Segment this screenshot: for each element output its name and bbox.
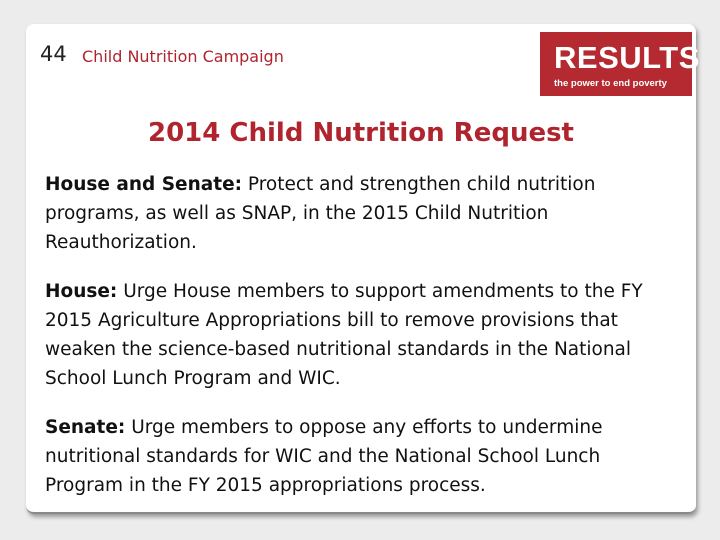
slide-number: 44 xyxy=(40,42,67,66)
paragraph-senate xyxy=(45,413,675,500)
results-logo xyxy=(540,32,700,96)
paragraph-text: Urge House members to support amendments to the FY 2015 Agriculture Appropriations bill to remove provisions that weaken the science-based nutritional standards in the National School Lunch Program and WIC. xyxy=(45,281,643,389)
paragraph-label: Senate: xyxy=(45,417,126,438)
logo-tagline: the power to end poverty xyxy=(554,78,667,89)
paragraph-label: House and Senate: xyxy=(45,174,243,195)
paragraph-house xyxy=(45,277,675,393)
paragraph-text: Protect and strengthen child nutrition programs, as well as SNAP, in the 2015 Child Nutrition Reauthorization. xyxy=(45,174,596,253)
slide xyxy=(26,24,700,514)
slide-title: 2014 Child Nutrition Request xyxy=(147,118,574,148)
logo-wordmark: RESULTS xyxy=(554,40,700,75)
paragraph-label: House: xyxy=(45,281,118,302)
paragraph-house-and-senate xyxy=(45,170,675,257)
campaign-title: Child Nutrition Campaign xyxy=(82,47,284,66)
paragraph-text: Urge members to oppose any efforts to undermine nutritional standards for WIC and the National School Lunch Program in the FY 2015 appropriations process. xyxy=(45,417,603,496)
